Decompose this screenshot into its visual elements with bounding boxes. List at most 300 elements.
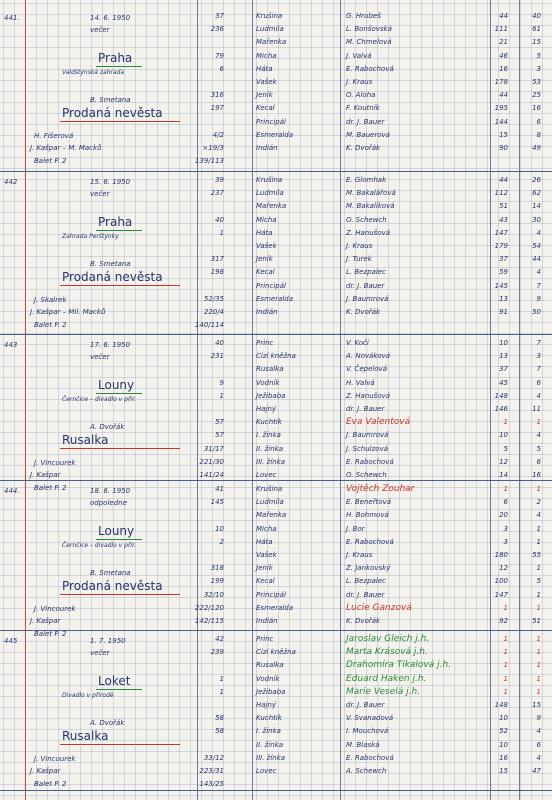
row-n2: 15 bbox=[532, 38, 541, 47]
column-divider-singer bbox=[340, 0, 341, 800]
entry-date: 17. 6. 1950 bbox=[90, 341, 131, 349]
entry-conductor: J. Kašpar – M. Macků bbox=[30, 144, 102, 152]
entry-date: 14. 6. 1950 bbox=[90, 14, 131, 22]
row-n1: 92 bbox=[499, 617, 508, 625]
row-role: II. žínka bbox=[256, 444, 283, 453]
row-count: 37 bbox=[215, 12, 224, 20]
row-n2: 4 bbox=[536, 228, 541, 237]
entry-work: Rusalka bbox=[62, 433, 109, 447]
row-n1: 148 bbox=[494, 701, 508, 709]
entry-time: večer bbox=[90, 190, 110, 198]
row-n1: 147 bbox=[494, 590, 508, 599]
entry-separator bbox=[0, 790, 552, 791]
row-role: Kecal bbox=[256, 104, 275, 113]
row-n2: 11 bbox=[532, 405, 541, 413]
row-n2: 16 bbox=[532, 104, 541, 113]
row-role: Krušina bbox=[256, 485, 283, 493]
row-role: Indián bbox=[256, 144, 278, 152]
row-singer: J. Schulzová bbox=[346, 444, 389, 453]
entry-work: Prodaná nevěsta bbox=[62, 106, 163, 120]
row-n1: 1 bbox=[503, 603, 508, 612]
row-n1: 20 bbox=[499, 511, 508, 520]
entry-conductor: J. Vincourek bbox=[34, 459, 76, 467]
row-n2: 7 bbox=[536, 281, 541, 290]
row-singer: G. Hrubeš bbox=[346, 12, 381, 20]
entry-composer: A. Dvořák bbox=[90, 719, 125, 727]
row-count: 318 bbox=[210, 564, 224, 573]
entry-number: 445 bbox=[4, 637, 18, 645]
row-singer: A. Schewch bbox=[346, 767, 387, 775]
row-role: Kuchtík bbox=[256, 418, 282, 427]
row-singer: L. Bezpalec bbox=[346, 577, 386, 586]
row-count: 317 bbox=[210, 255, 224, 264]
row-n2: 62 bbox=[532, 189, 541, 198]
row-singer: K. Dvořák bbox=[346, 144, 381, 152]
row-n2: 7 bbox=[536, 365, 541, 374]
row-n2: 16 bbox=[532, 471, 541, 479]
row-count: 141/24 bbox=[199, 471, 224, 479]
entry-number: 444. bbox=[4, 487, 20, 495]
row-n2: 25 bbox=[532, 91, 541, 100]
row-n2: 3 bbox=[536, 352, 541, 361]
row-count: 9 bbox=[219, 378, 224, 387]
row-count: 33/12 bbox=[203, 753, 224, 762]
row-singer: V. Kočí bbox=[346, 339, 369, 347]
row-singer: Z. Jankovský bbox=[346, 564, 391, 573]
row-role: Principál bbox=[256, 117, 286, 126]
row-n1: 43 bbox=[499, 215, 508, 224]
row-singer: Eva Valentová bbox=[346, 417, 411, 428]
row-n1: 12 bbox=[499, 457, 508, 466]
row-n1: 52 bbox=[499, 727, 508, 736]
row-n2: 9 bbox=[536, 294, 541, 303]
row-n1: 1 bbox=[503, 674, 508, 683]
row-count: 139/113 bbox=[194, 157, 224, 166]
row-n1: 14 bbox=[499, 471, 508, 479]
place-underline bbox=[96, 689, 142, 690]
row-role: Ježibaba bbox=[256, 391, 286, 400]
entry-ballet: Balet P. 2 bbox=[34, 157, 67, 165]
row-n1: 1 bbox=[503, 648, 508, 657]
row-n2: 51 bbox=[532, 617, 541, 625]
row-role: Jeník bbox=[256, 255, 273, 264]
entry-place: Louny bbox=[98, 378, 135, 392]
row-role: Esmeralda bbox=[256, 130, 294, 139]
row-role: Indián bbox=[256, 308, 278, 316]
row-singer: M. Bauerová bbox=[346, 130, 390, 139]
entry-conductor: J. Kašpar – Mil. Macků bbox=[30, 308, 106, 316]
row-role: Micha bbox=[256, 215, 277, 224]
row-count: 239 bbox=[210, 648, 224, 657]
row-count: 1 bbox=[219, 228, 224, 237]
row-singer: Vojtěch Zouhar bbox=[346, 484, 415, 494]
row-n2: 54 bbox=[532, 242, 541, 250]
row-n1: 112 bbox=[494, 189, 508, 198]
row-role: Háta bbox=[256, 228, 273, 237]
row-n1: 15 bbox=[499, 130, 508, 139]
row-n2: 4 bbox=[536, 268, 541, 277]
row-singer: J. Turek bbox=[346, 255, 372, 264]
row-n2: 6 bbox=[536, 117, 541, 126]
entry-date: 1. 7. 1950 bbox=[90, 637, 126, 645]
row-n1: 37 bbox=[499, 255, 508, 264]
entry-number: 443 bbox=[4, 341, 18, 349]
row-n1: 45 bbox=[499, 378, 508, 387]
row-n2: 1 bbox=[536, 603, 541, 612]
entry-separator bbox=[0, 171, 552, 172]
row-singer: L. Bonšovská bbox=[346, 25, 392, 34]
row-role: Hajný bbox=[256, 405, 277, 413]
row-count: 32/10 bbox=[203, 590, 224, 599]
row-count: 197 bbox=[210, 104, 224, 113]
row-singer: A. Nováková bbox=[346, 352, 391, 361]
row-role: Kecal bbox=[256, 268, 275, 277]
entry-place: Loket bbox=[98, 674, 131, 688]
row-singer: E. Rabochová bbox=[346, 537, 394, 546]
entry-conductor: J. Kašpar bbox=[30, 471, 61, 479]
row-singer: E. Rabochová bbox=[346, 64, 394, 73]
row-n2: 47 bbox=[532, 767, 541, 775]
row-n2: 1 bbox=[536, 524, 541, 533]
row-n2: 4 bbox=[536, 753, 541, 762]
row-role: Mařenka bbox=[256, 511, 287, 520]
row-singer: Eduard Haken j.h. bbox=[346, 673, 427, 684]
row-n1: 12 bbox=[499, 564, 508, 573]
row-count: 39 bbox=[215, 176, 224, 184]
row-count: 40 bbox=[215, 215, 224, 224]
row-count: 140/114 bbox=[194, 321, 224, 330]
row-count: 40 bbox=[215, 339, 224, 347]
row-role: Hajný bbox=[256, 701, 277, 709]
row-n1: 91 bbox=[499, 308, 508, 316]
entry-venue: Černčice – divadlo v přír. bbox=[62, 396, 136, 403]
row-role: Lovec bbox=[256, 767, 277, 775]
row-n2: 44 bbox=[532, 255, 541, 264]
row-count: 41 bbox=[215, 485, 224, 493]
row-n1: 146 bbox=[494, 405, 508, 413]
row-count: 220/4 bbox=[203, 308, 224, 316]
row-role: Vodník bbox=[256, 674, 280, 683]
row-n1: 145 bbox=[494, 281, 508, 290]
row-n1: 13 bbox=[499, 294, 508, 303]
row-role: Vašek bbox=[256, 78, 277, 86]
row-singer: Jaroslav Gleich j.h. bbox=[346, 634, 430, 644]
row-count: 58 bbox=[215, 714, 224, 723]
entry-number: 441. bbox=[4, 14, 20, 22]
row-n1: 1 bbox=[503, 661, 508, 670]
row-n1: 1 bbox=[503, 635, 508, 643]
row-singer: Z. Hanušová bbox=[346, 228, 391, 237]
entry-work: Prodaná nevěsta bbox=[62, 579, 163, 593]
entry-conductor: J. Vincourek bbox=[34, 605, 76, 613]
row-singer: K. Dvořák bbox=[346, 617, 381, 625]
row-singer: H. Valvá bbox=[346, 378, 375, 387]
row-count: 31/17 bbox=[203, 444, 224, 453]
row-n1: 16 bbox=[499, 64, 508, 73]
row-singer: Marie Veselá j.h. bbox=[346, 686, 421, 697]
row-count: 57 bbox=[215, 431, 224, 440]
row-n1: 51 bbox=[499, 202, 508, 211]
entry-time: večer bbox=[90, 649, 110, 657]
row-n2: 40 bbox=[532, 12, 541, 20]
entry-ballet: Balet P. 2 bbox=[34, 484, 67, 492]
row-n2: 5 bbox=[536, 577, 541, 586]
entry-work: Rusalka bbox=[62, 729, 109, 743]
place-underline bbox=[96, 66, 142, 67]
row-singer: M. Bakalíková bbox=[346, 202, 395, 211]
row-role: Háta bbox=[256, 64, 273, 73]
row-singer: J. Baumrová bbox=[346, 431, 389, 440]
work-underline bbox=[60, 121, 180, 122]
entry-date: 15. 6. 1950 bbox=[90, 178, 131, 186]
row-n2: 1 bbox=[536, 537, 541, 546]
row-role: Lovec bbox=[256, 471, 277, 479]
entry-ballet: Balet P. 2 bbox=[34, 630, 67, 638]
work-underline bbox=[60, 285, 180, 286]
row-role: III. žínka bbox=[256, 753, 286, 762]
row-count: 198 bbox=[210, 268, 224, 277]
entry-separator bbox=[0, 334, 552, 335]
row-n1: 10 bbox=[499, 339, 508, 347]
row-role: Principál bbox=[256, 590, 286, 599]
entry-time: odpoledne bbox=[90, 499, 127, 507]
row-role: Esmeralda bbox=[256, 603, 294, 612]
row-role: Ludmila bbox=[256, 25, 284, 34]
row-singer: J. Valvá bbox=[346, 51, 372, 60]
row-n1: 3 bbox=[503, 524, 508, 533]
entry-venue: Valdštýnská zahrada bbox=[62, 69, 125, 76]
row-count: 42 bbox=[215, 635, 224, 643]
row-role: Kuchtík bbox=[256, 714, 282, 723]
row-role: Krušina bbox=[256, 12, 283, 20]
row-n2: 6 bbox=[536, 740, 541, 749]
row-n2: 4 bbox=[536, 727, 541, 736]
row-singer: H. Bohmová bbox=[346, 511, 389, 520]
row-n1: 111 bbox=[494, 25, 508, 34]
row-n2: 61 bbox=[532, 25, 541, 34]
row-singer: J. Kraus bbox=[346, 551, 373, 559]
row-role: Jeník bbox=[256, 91, 273, 100]
row-n1: 147 bbox=[494, 228, 508, 237]
entry-conductor: H. Fišerová bbox=[34, 132, 74, 140]
row-singer: O. Aloha bbox=[346, 91, 376, 100]
row-n2: 55 bbox=[532, 551, 541, 559]
entry-venue: Divadlo v přírodě bbox=[62, 692, 114, 699]
place-underline bbox=[96, 230, 142, 231]
row-singer: V. Svanadová bbox=[346, 714, 394, 723]
row-n1: 59 bbox=[499, 268, 508, 277]
entry-composer: B. Smetana bbox=[90, 260, 131, 268]
row-n1: 10 bbox=[499, 740, 508, 749]
row-role: Esmeralda bbox=[256, 294, 294, 303]
row-count: 4/2 bbox=[212, 130, 224, 139]
row-n2: 4 bbox=[536, 431, 541, 440]
row-count: 221/30 bbox=[199, 457, 224, 466]
row-n2: 1 bbox=[536, 564, 541, 573]
row-n2: 5 bbox=[536, 51, 541, 60]
row-singer: F. Koutník bbox=[346, 104, 380, 113]
row-count: 231 bbox=[210, 352, 224, 361]
row-singer: dr. J. Bauer bbox=[346, 701, 385, 709]
row-role: I. žínka bbox=[256, 727, 281, 736]
row-n1: 179 bbox=[494, 242, 508, 250]
row-singer: E. Rabochová bbox=[346, 457, 394, 466]
row-singer: Drahomíra Tikalová j.h. bbox=[346, 660, 452, 671]
row-count: 1 bbox=[219, 687, 224, 696]
row-n1: 15 bbox=[499, 767, 508, 775]
entry-time: večer bbox=[90, 26, 110, 34]
row-n2: 9 bbox=[536, 714, 541, 723]
row-role: Kecal bbox=[256, 577, 275, 586]
entry-composer: B. Smetana bbox=[90, 569, 131, 577]
row-n1: 144 bbox=[494, 117, 508, 126]
entry-ballet: Balet P. 2 bbox=[34, 321, 67, 329]
row-n1: 10 bbox=[499, 431, 508, 440]
row-role: Krušina bbox=[256, 176, 283, 184]
row-n1: 1 bbox=[503, 687, 508, 696]
entry-conductor: J. Kašpar bbox=[30, 767, 61, 775]
row-count: 142/115 bbox=[194, 617, 224, 625]
row-singer: dr. J. Bauer bbox=[346, 590, 385, 599]
row-n2: 8 bbox=[536, 130, 541, 139]
row-n1: 3 bbox=[503, 537, 508, 546]
entry-place: Praha bbox=[98, 215, 133, 229]
row-n2: 1 bbox=[536, 485, 541, 493]
row-role: Vodník bbox=[256, 378, 280, 387]
column-divider-role bbox=[252, 0, 253, 800]
row-n2: 53 bbox=[532, 78, 541, 86]
row-count: 222/120 bbox=[194, 603, 224, 612]
entry-conductor: J. Kašpar bbox=[30, 617, 61, 625]
row-n2: 30 bbox=[532, 215, 541, 224]
row-singer: O. Schewch bbox=[346, 215, 387, 224]
row-n1: 100 bbox=[494, 577, 508, 586]
work-underline bbox=[60, 744, 180, 745]
row-role: I. žínka bbox=[256, 431, 281, 440]
row-n2: 7 bbox=[536, 339, 541, 347]
row-singer: dr. J. Bauer bbox=[346, 281, 385, 290]
row-role: Vašek bbox=[256, 242, 277, 250]
row-singer: J. Kraus bbox=[346, 78, 373, 86]
row-n2: 1 bbox=[536, 661, 541, 670]
row-n2: 15 bbox=[532, 701, 541, 709]
place-underline bbox=[96, 393, 142, 394]
row-n1: 178 bbox=[494, 78, 508, 86]
row-n2: 5 bbox=[536, 444, 541, 453]
entry-composer: B. Smetana bbox=[90, 96, 131, 104]
entry-place: Praha bbox=[98, 51, 133, 65]
row-n1: 13 bbox=[499, 352, 508, 361]
row-n1: 46 bbox=[499, 51, 508, 60]
row-singer: Lucie Ganzová bbox=[346, 602, 412, 613]
row-n1: 90 bbox=[499, 144, 508, 152]
row-count: 52/35 bbox=[203, 294, 224, 303]
place-underline bbox=[96, 539, 142, 540]
entry-work: Prodaná nevěsta bbox=[62, 270, 163, 284]
row-singer: J. Baumrová bbox=[346, 294, 389, 303]
row-count: 1 bbox=[219, 674, 224, 683]
row-n2: 6 bbox=[536, 378, 541, 387]
row-singer: J. Kraus bbox=[346, 242, 373, 250]
row-n2: 50 bbox=[532, 308, 541, 316]
entry-date: 18. 6. 1950 bbox=[90, 487, 131, 495]
row-singer: V. Čepelová bbox=[346, 365, 388, 374]
work-underline bbox=[60, 594, 180, 595]
row-n2: 26 bbox=[532, 176, 541, 184]
row-singer: I. Mouchová bbox=[346, 727, 389, 736]
row-count: 223/31 bbox=[199, 767, 224, 775]
row-count: 6 bbox=[219, 64, 224, 73]
row-count: 1 bbox=[219, 391, 224, 400]
row-n2: 4 bbox=[536, 391, 541, 400]
row-n2: 49 bbox=[532, 144, 541, 152]
row-role: Ludmila bbox=[256, 189, 284, 198]
row-n1: 37 bbox=[499, 365, 508, 374]
row-n2: 1 bbox=[536, 674, 541, 683]
row-role: Rusalka bbox=[256, 661, 284, 670]
row-singer: E. Beneřtová bbox=[346, 498, 392, 507]
row-role: Mařenka bbox=[256, 202, 287, 211]
row-n2: 14 bbox=[532, 202, 541, 211]
row-n2: 1 bbox=[536, 687, 541, 696]
entry-separator bbox=[0, 630, 552, 631]
row-count: 145 bbox=[210, 498, 224, 507]
row-role: Vašek bbox=[256, 551, 277, 559]
row-n1: 5 bbox=[503, 444, 508, 453]
row-count: 199 bbox=[210, 577, 224, 586]
entry-number: 442 bbox=[4, 178, 18, 186]
row-n2: 3 bbox=[536, 64, 541, 73]
row-count: 237 bbox=[210, 189, 224, 198]
row-n2: 4 bbox=[536, 511, 541, 520]
row-role: Ludmila bbox=[256, 498, 284, 507]
row-role: II. žínka bbox=[256, 740, 283, 749]
row-n1: 1 bbox=[503, 418, 508, 427]
row-count: 2 bbox=[219, 537, 224, 546]
row-role: Micha bbox=[256, 524, 277, 533]
row-count: 79 bbox=[215, 51, 224, 60]
row-n1: 16 bbox=[499, 753, 508, 762]
entry-separator bbox=[0, 480, 552, 481]
row-n1: 1 bbox=[503, 485, 508, 493]
entry-composer: A. Dvořák bbox=[90, 423, 125, 431]
entry-place: Louny bbox=[98, 524, 135, 538]
row-count: ×19/3 bbox=[202, 144, 224, 152]
row-singer: E. Rabochová bbox=[346, 753, 394, 762]
entry-venue: Černčice – divadlo v přír. bbox=[62, 542, 136, 549]
row-role: Micha bbox=[256, 51, 277, 60]
row-singer: Marta Krásová j.h. bbox=[346, 647, 428, 658]
row-role: III. žínka bbox=[256, 457, 286, 466]
row-singer: M. Bakalářová bbox=[346, 189, 396, 198]
row-role: Principál bbox=[256, 281, 286, 290]
row-count: 10 bbox=[215, 524, 224, 533]
row-role: Háta bbox=[256, 537, 273, 546]
entry-ballet: Balet P. 2 bbox=[34, 780, 67, 788]
row-role: Jeník bbox=[256, 564, 273, 573]
row-n1: 10 bbox=[499, 714, 508, 723]
row-singer: dr. J. Bauer bbox=[346, 117, 385, 126]
row-singer: J. Bor bbox=[346, 524, 365, 533]
entry-time: večer bbox=[90, 353, 110, 361]
row-n1: 6 bbox=[503, 498, 508, 507]
row-count: 316 bbox=[210, 91, 224, 100]
row-n1: 195 bbox=[494, 104, 508, 113]
row-n1: 148 bbox=[494, 391, 508, 400]
row-n1: 180 bbox=[494, 551, 508, 559]
row-n2: 1 bbox=[536, 590, 541, 599]
row-singer: E. Glomhak bbox=[346, 176, 387, 184]
